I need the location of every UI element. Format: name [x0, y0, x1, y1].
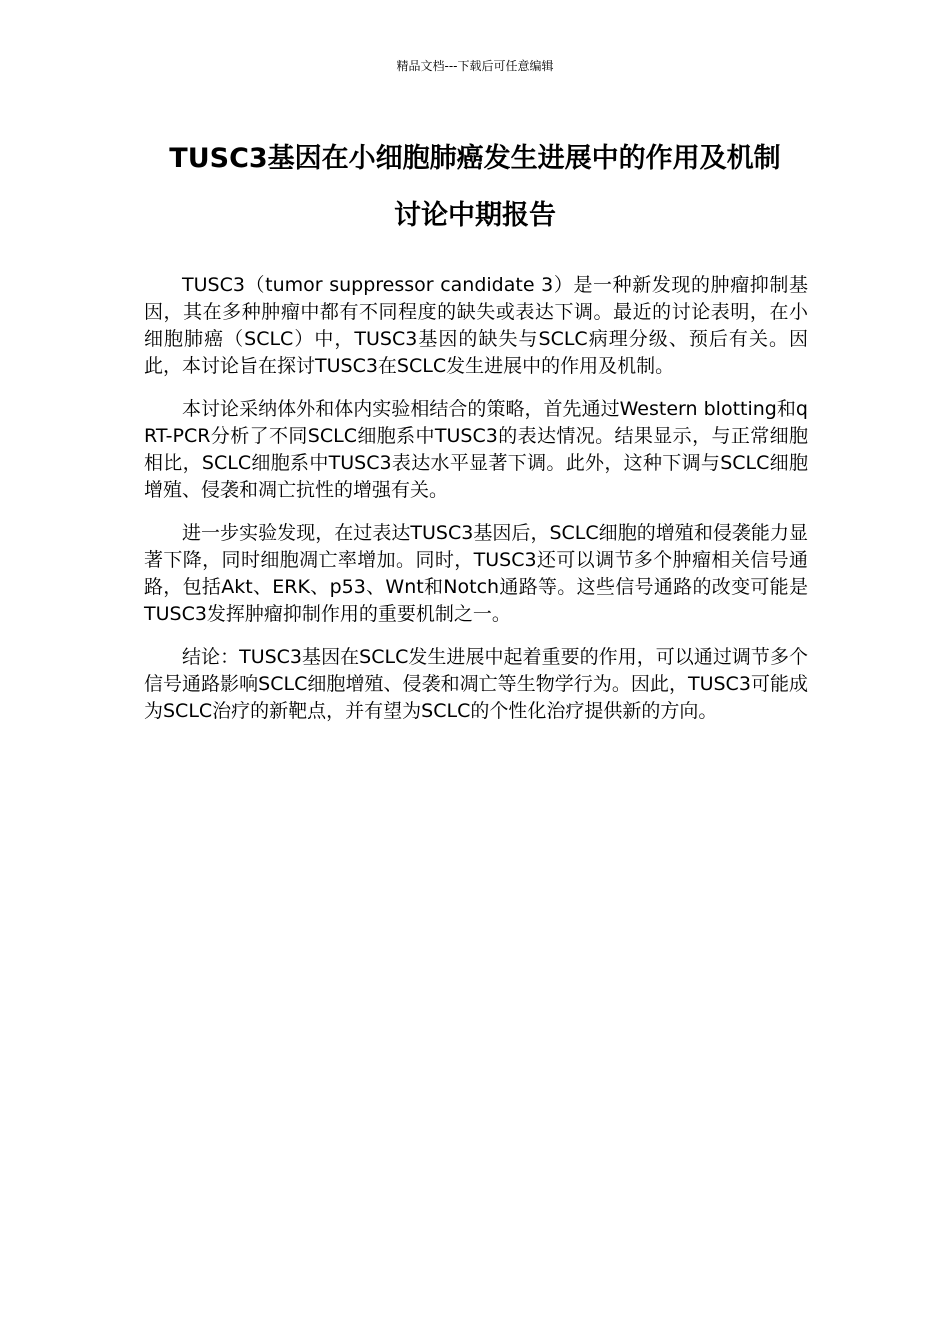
title-line-1: TUSC3基因在小细胞肺癌发生进展中的作用及机制: [169, 143, 781, 174]
document-title: [100, 130, 850, 244]
paragraph-methods: 本讨论采纳体外和体内实验相结合的策略，首先通过Western blotting和qRT-PCR分析了不同SCLC细胞系中TUSC3的表达情况。结果显示，与正常细胞相比，SCLC细胞系中TUSC3表达水平显著下调。此外，这种下调与SCLC细胞增殖、侵袭和凋亡抗性的增强有关。: [144, 398, 808, 501]
header-note: 精品文档---下载后可任意编辑: [396, 59, 554, 73]
document-body: [144, 272, 808, 741]
title-line-2: 讨论中期报告: [394, 200, 556, 231]
paragraph-conclusion: 结论：TUSC3基因在SCLC发生进展中起着重要的作用，可以通过调节多个信号通路影响SCLC细胞增殖、侵袭和凋亡等生物学行为。因此，TUSC3可能成为SCLC治疗的新靶点，并有望为SCLC的个性化治疗提供新的方向。: [144, 646, 808, 722]
paragraph-findings: 进一步实验发现，在过表达TUSC3基因后，SCLC细胞的增殖和侵袭能力显著下降，同时细胞凋亡率增加。同时，TUSC3还可以调节多个肿瘤相关信号通路，包括Akt、ERK、p53、Wnt和Notch通路等。这些信号通路的改变可能是TUSC3发挥肿瘤抑制作用的重要机制之一。: [144, 522, 808, 625]
paragraph-intro: TUSC3（tumor suppressor candidate 3）是一种新发现的肿瘤抑制基因，其在多种肿瘤中都有不同程度的缺失或表达下调。最近的讨论表明，在小细胞肺癌（SCLC）中，TUSC3基因的缺失与SCLC病理分级、预后有关。因此，本讨论旨在探讨TUSC3在SCLC发生进展中的作用及机制。: [144, 274, 808, 377]
